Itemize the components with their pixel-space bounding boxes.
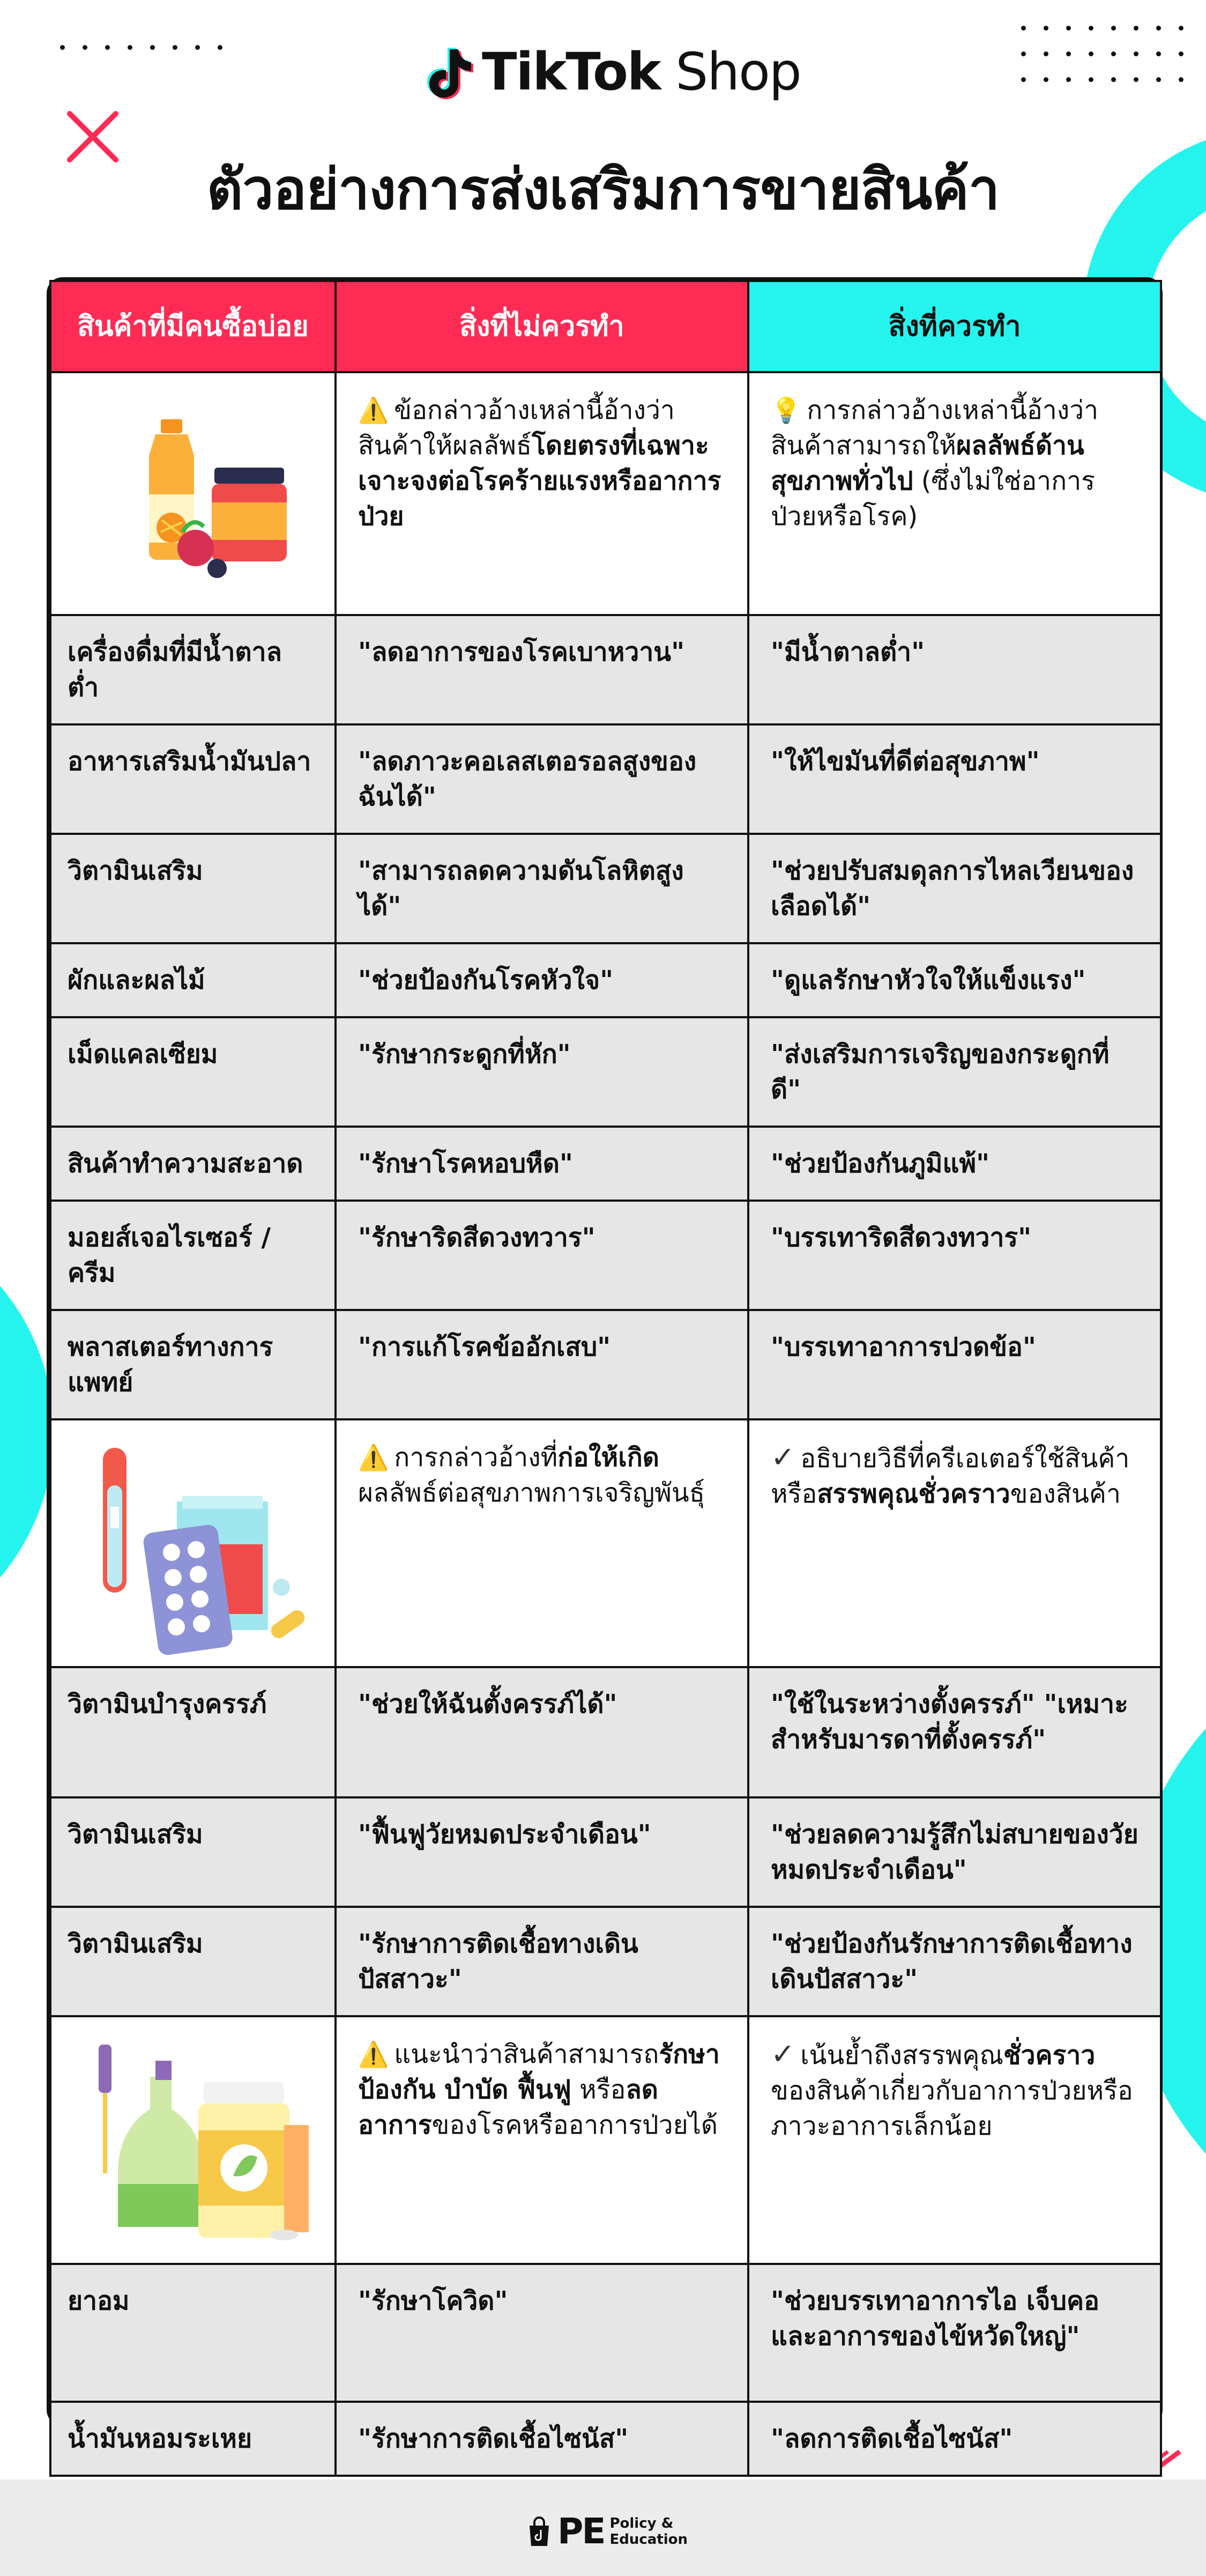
dont-example-cell: "รักษาโควิด"	[336, 2264, 748, 2402]
table-row	[50, 724, 1161, 834]
product-cell: วิตามินบำรุงครรภ์	[50, 1667, 336, 1797]
table-row	[50, 2402, 1161, 2476]
dont-example-cell: "รักษาโรคหอบหืด"	[336, 1127, 748, 1201]
do-example-cell: "บรรเทาริดสีดวงทวาร"	[748, 1201, 1161, 1310]
pregnancy-test-pills-illustration	[50, 1419, 336, 1667]
dont-example-cell: "รักษาริดสีดวงทวาร"	[336, 1201, 748, 1310]
body-text: ของสินค้า	[1010, 1479, 1121, 1509]
section-header-row	[50, 372, 1161, 615]
do-example-cell: "ช่วยบรรเทาอาการไอ เจ็บคอ และอาการของไข้หวัดใหญ่"	[748, 2264, 1161, 2402]
table-row	[50, 2264, 1161, 2402]
do-guideline-text	[748, 372, 1161, 615]
product-cell: น้ำมันหอมระเหย	[50, 2402, 336, 2476]
warning-icon: ⚠️	[358, 2040, 389, 2069]
body-text: เน้นย้ำถึงสรรพคุณ	[800, 2040, 1003, 2070]
table-row	[50, 1667, 1161, 1797]
body-text: อธิบายวิธีที่ครีเอเตอร์ใช้สินค้าหรือ	[771, 1444, 1130, 1509]
section-header-row	[50, 1419, 1161, 1667]
body-text: แนะนำว่าสินค้าสามารถ	[394, 2039, 659, 2069]
dont-example-cell: "การแก้โรคข้ออักเสบ"	[336, 1310, 748, 1419]
product-cell: วิตามินเสริม	[50, 834, 336, 943]
dont-example-cell: "รักษาการติดเชื้อทางเดินปัสสาวะ"	[336, 1907, 748, 2016]
product-cell: วิตามินเสริม	[50, 1797, 336, 1907]
table-row	[50, 1907, 1161, 2016]
dont-example-cell: "สามารถลดความดันโลหิตสูงได้"	[336, 834, 748, 943]
header	[0, 0, 1206, 252]
do-example-cell: "ส่งเสริมการเจริญของกระดูกที่ดี"	[748, 1017, 1161, 1127]
table-row	[50, 1017, 1161, 1127]
body-text: ผลลัพธ์ต่อสุขภาพการเจริญพันธุ์	[358, 1478, 705, 1508]
emphasis-text: สรรพคุณชั่วคราว	[817, 1479, 1010, 1509]
warning-icon: ⚠️	[358, 396, 389, 425]
dont-example-cell: "รักษากระดูกที่หัก"	[336, 1017, 748, 1127]
product-cell: เครื่องดื่มที่มีน้ำตาลต่ำ	[50, 615, 336, 724]
do-example-cell: "ให้ไขมันที่ดีต่อสุขภาพ"	[748, 724, 1161, 834]
promotion-examples-table	[47, 277, 1163, 2454]
lightbulb-icon: 💡	[771, 396, 802, 425]
warning-icon: ⚠️	[358, 1443, 389, 1472]
emphasis-text: รักษา ป้องกัน บำบัด ฟื้นฟู	[358, 2039, 720, 2105]
shopping-bag-icon	[526, 2516, 552, 2547]
emphasis-text: ชั่วคราว	[1003, 2040, 1096, 2070]
checkmark-icon: ✓	[771, 2037, 795, 2071]
checkmark-icon: ✓	[771, 1440, 795, 1474]
do-example-cell: "ลดการติดเชื้อไซนัส"	[748, 2402, 1161, 2476]
product-cell: ผักและผลไม้	[50, 943, 336, 1017]
dont-example-cell: "รักษาการติดเชื้อไซนัส"	[336, 2402, 748, 2476]
medicine-bottles-illustration	[50, 2016, 336, 2264]
body-text: การกล่าวอ้างที่	[394, 1442, 558, 1472]
emphasis-text: ผลลัพธ์ด้านสุขภาพทั่วไป	[771, 431, 1084, 496]
header-do: สิ่งที่ควรทำ	[748, 281, 1161, 372]
product-cell: มอยส์เจอไรเซอร์ / ครีม	[50, 1201, 336, 1310]
do-example-cell: "บรรเทาอาการปวดข้อ"	[748, 1310, 1161, 1419]
dont-example-cell: "ฟื้นฟูวัยหมดประจำเดือน"	[336, 1797, 748, 1907]
do-example-cell: "ช่วยปรับสมดุลการไหลเวียนของเลือดได้"	[748, 834, 1161, 943]
dont-guideline-text	[336, 372, 748, 615]
table-row	[50, 943, 1161, 1017]
header-dont: สิ่งที่ไม่ควรทำ	[336, 281, 748, 372]
body-text: ของโรคหรืออาการป่วยได้	[431, 2110, 718, 2140]
product-cell: ยาอม	[50, 2264, 336, 2402]
do-guideline-text	[748, 1419, 1161, 1667]
emphasis-text: ลดอาการ	[358, 2075, 658, 2140]
table-row	[50, 1127, 1161, 1201]
body-text: หรือ	[571, 2075, 626, 2105]
emphasis-text: ก่อให้เกิด	[557, 1442, 659, 1472]
do-example-cell: "ใช้ในระหว่างตั้งครรภ์" "เหมาะสำหรับมารดาที่ตั้งครรภ์"	[748, 1667, 1161, 1797]
do-example-cell: "มีน้ำตาลต่ำ"	[748, 615, 1161, 724]
section-header-row	[50, 2016, 1161, 2264]
product-cell: วิตามินเสริม	[50, 1907, 336, 2016]
emphasis-text: โดยตรงที่เฉพาะเจาะจงต่อโรคร้ายแรงหรืออาการป่วย	[358, 431, 721, 531]
do-example-cell: "ช่วยป้องกันรักษาการติดเชื้อทางเดินปัสสาวะ"	[748, 1907, 1161, 2016]
dont-example-cell: "ลดอาการของโรคเบาหวาน"	[336, 615, 748, 724]
brand-shop: Shop	[675, 42, 801, 102]
pe-mark: PE	[557, 2511, 605, 2552]
product-cell: อาหารเสริมน้ำมันปลา	[50, 724, 336, 834]
body-text: ข้อกล่าวอ้างเหล่านี้อ้างว่าสินค้าให้ผลลัพธ์	[358, 395, 675, 461]
drink-vitamin-fruit-illustration	[50, 372, 336, 615]
table-row	[50, 615, 1161, 724]
policy-education-logo	[526, 2511, 690, 2552]
product-cell: พลาสเตอร์ทางการแพทย์	[50, 1310, 336, 1419]
do-example-cell: "ดูแลรักษาหัวใจให้แข็งแรง"	[748, 943, 1161, 1017]
table-header-row	[50, 281, 1161, 372]
product-cell: เม็ดแคลเซียม	[50, 1017, 336, 1127]
table-row	[50, 1797, 1161, 1907]
header-products: สินค้าที่มีคนซื้อบ่อย	[50, 281, 336, 372]
tiktok-shop-logo	[426, 42, 801, 102]
tiktok-note-icon	[426, 45, 474, 99]
table-row	[50, 1201, 1161, 1310]
page-title: ตัวอย่างการส่งเสริมการขายสินค้า	[206, 157, 1000, 222]
body-text: การกล่าวอ้างเหล่านี้อ้างว่าสินค้าสามารถให้	[771, 395, 1099, 461]
dont-example-cell: "ช่วยให้ฉันตั้งครรภ์ได้"	[336, 1667, 748, 1797]
table-row	[50, 834, 1161, 943]
do-example-cell: "ช่วยลดความรู้สึกไม่สบายของวัยหมดประจำเดือน"	[748, 1797, 1161, 1907]
do-guideline-text	[748, 2016, 1161, 2264]
do-example-cell: "ช่วยป้องกันภูมิแพ้"	[748, 1127, 1161, 1201]
dont-example-cell: "ช่วยป้องกันโรคหัวใจ"	[336, 943, 748, 1017]
dont-example-cell: "ลดภาวะคอเลสเตอรอลสูงของฉันได้"	[336, 724, 748, 834]
table-row	[50, 1310, 1161, 1419]
brand-tiktok: TikTok	[482, 42, 660, 102]
product-cell: สินค้าทำความสะอาด	[50, 1127, 336, 1201]
dont-guideline-text	[336, 1419, 748, 1667]
body-text: (ซึ่งไม่ใช่อาการป่วยหรือโรค)	[771, 466, 1095, 531]
dont-guideline-text	[336, 2016, 748, 2264]
body-text: ของสินค้าเกี่ยวกับอาการป่วยหรือภาวะอาการเล็กน้อย	[771, 2076, 1133, 2141]
pe-text: Policy & Education	[609, 2515, 688, 2548]
